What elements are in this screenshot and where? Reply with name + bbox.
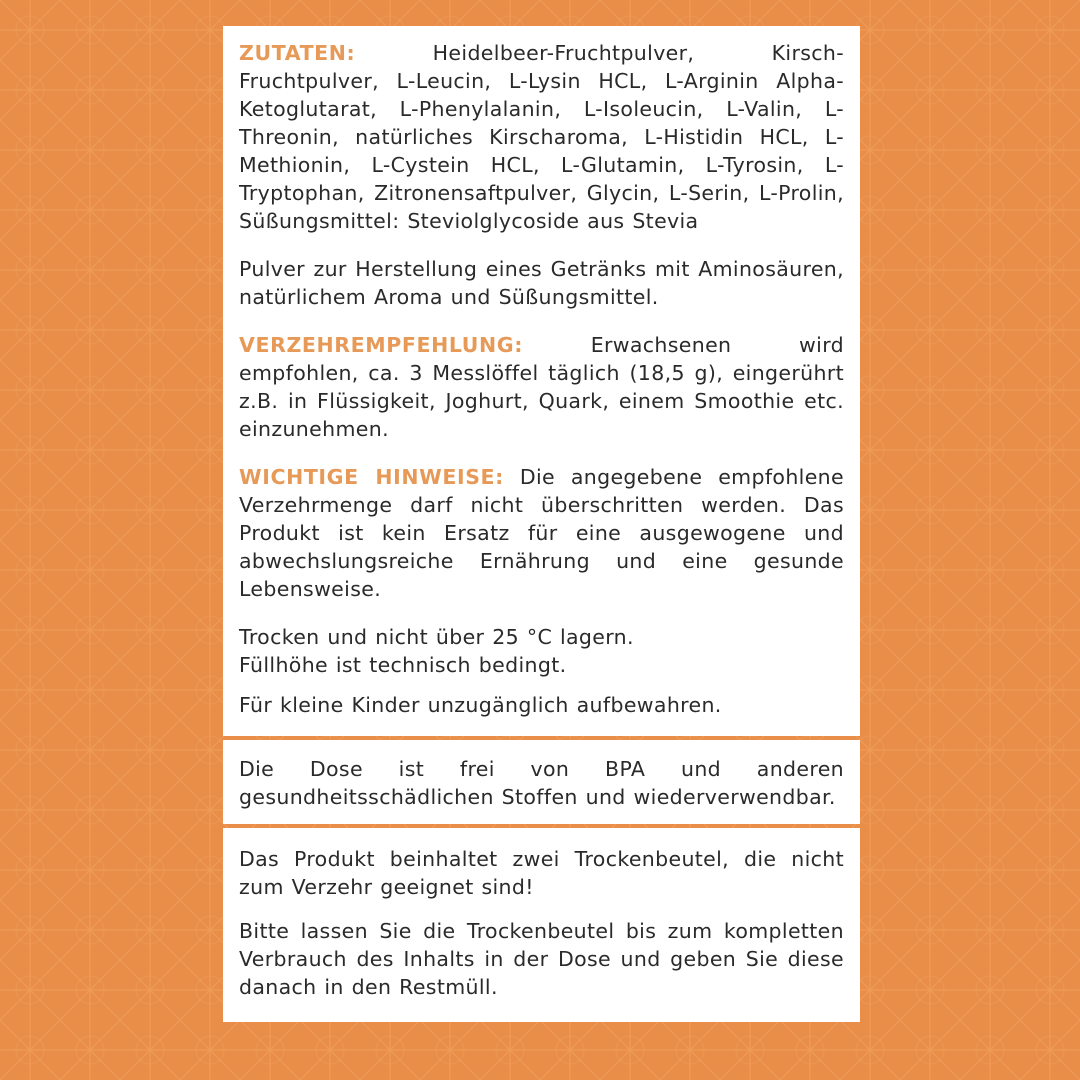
children-warning: Für kleine Kinder unzugänglich aufbewahren. — [239, 693, 722, 717]
ingredients-text: Heidelbeer-Fruchtpulver, Kirsch-Fruchtpulver, L-Leucin, L-Lysin HCL, L-Arginin Alpha-Ketoglutarat, L-Phenylalanin, L-Isoleucin, L-Valin, L-Threonin, natürliches Kirscharoma, L-Histidin HCL, L-Methionin, L-Cystein HCL, L-Glutamin, L-Tyrosin, L-Tryptophan, Zitronensaftpulver, Glycin, L-Serin, L-Prolin, Süßungsmittel: Steviolglycoside aus Stevia — [239, 41, 844, 233]
notes-text: Die angegebene empfohlene Verzehrmenge darf nicht überschritten werden. Das Produkt ist kein Ersatz für eine ausgewogene und abwechslungsreiche Ernährung und eine gesunde Lebensweise. — [239, 465, 844, 601]
storage-line-1: Trocken und nicht über 25 °C lagern. — [239, 625, 634, 649]
recommendation-heading: VERZEHREMPFEHLUNG: — [239, 333, 524, 357]
ingredients-paragraph — [239, 39, 844, 235]
can-info-text: Die Dose ist frei von BPA und anderen gesundheitsschädlichen Stoffen und wiederverwendbar. — [239, 757, 844, 809]
recommendation-paragraph — [239, 331, 844, 443]
notes-heading: WICHTIGE HINWEISE: — [239, 465, 504, 489]
desiccant-section — [223, 828, 860, 1022]
description-paragraph: Pulver zur Herstellung eines Getränks mit Aminosäuren, natürlichem Aroma und Süßungsmittel. — [239, 257, 844, 309]
label-main-section — [223, 26, 860, 736]
desiccant-warning: Das Produkt beinhaltet zwei Trockenbeutel, die nicht zum Verzehr geeignet sind! — [239, 847, 844, 899]
bpa-section — [223, 740, 860, 824]
storage-line-2: Füllhöhe ist technisch bedingt. — [239, 653, 567, 677]
ingredients-heading: ZUTATEN: — [239, 41, 356, 65]
product-label — [223, 26, 860, 1022]
recommendation-text: Erwachsenen wird empfohlen, ca. 3 Messlöffel täglich (18,5 g), eingerührt z.B. in Flüssigkeit, Joghurt, Quark, einem Smoothie etc. einzunehmen. — [239, 333, 844, 441]
notes-paragraph — [239, 463, 844, 603]
desiccant-instruction: Bitte lassen Sie die Trockenbeutel bis zum kompletten Verbrauch des Inhalts in der Dose und geben Sie diese danach in den Restmüll. — [239, 919, 844, 999]
storage-paragraph — [239, 623, 844, 679]
